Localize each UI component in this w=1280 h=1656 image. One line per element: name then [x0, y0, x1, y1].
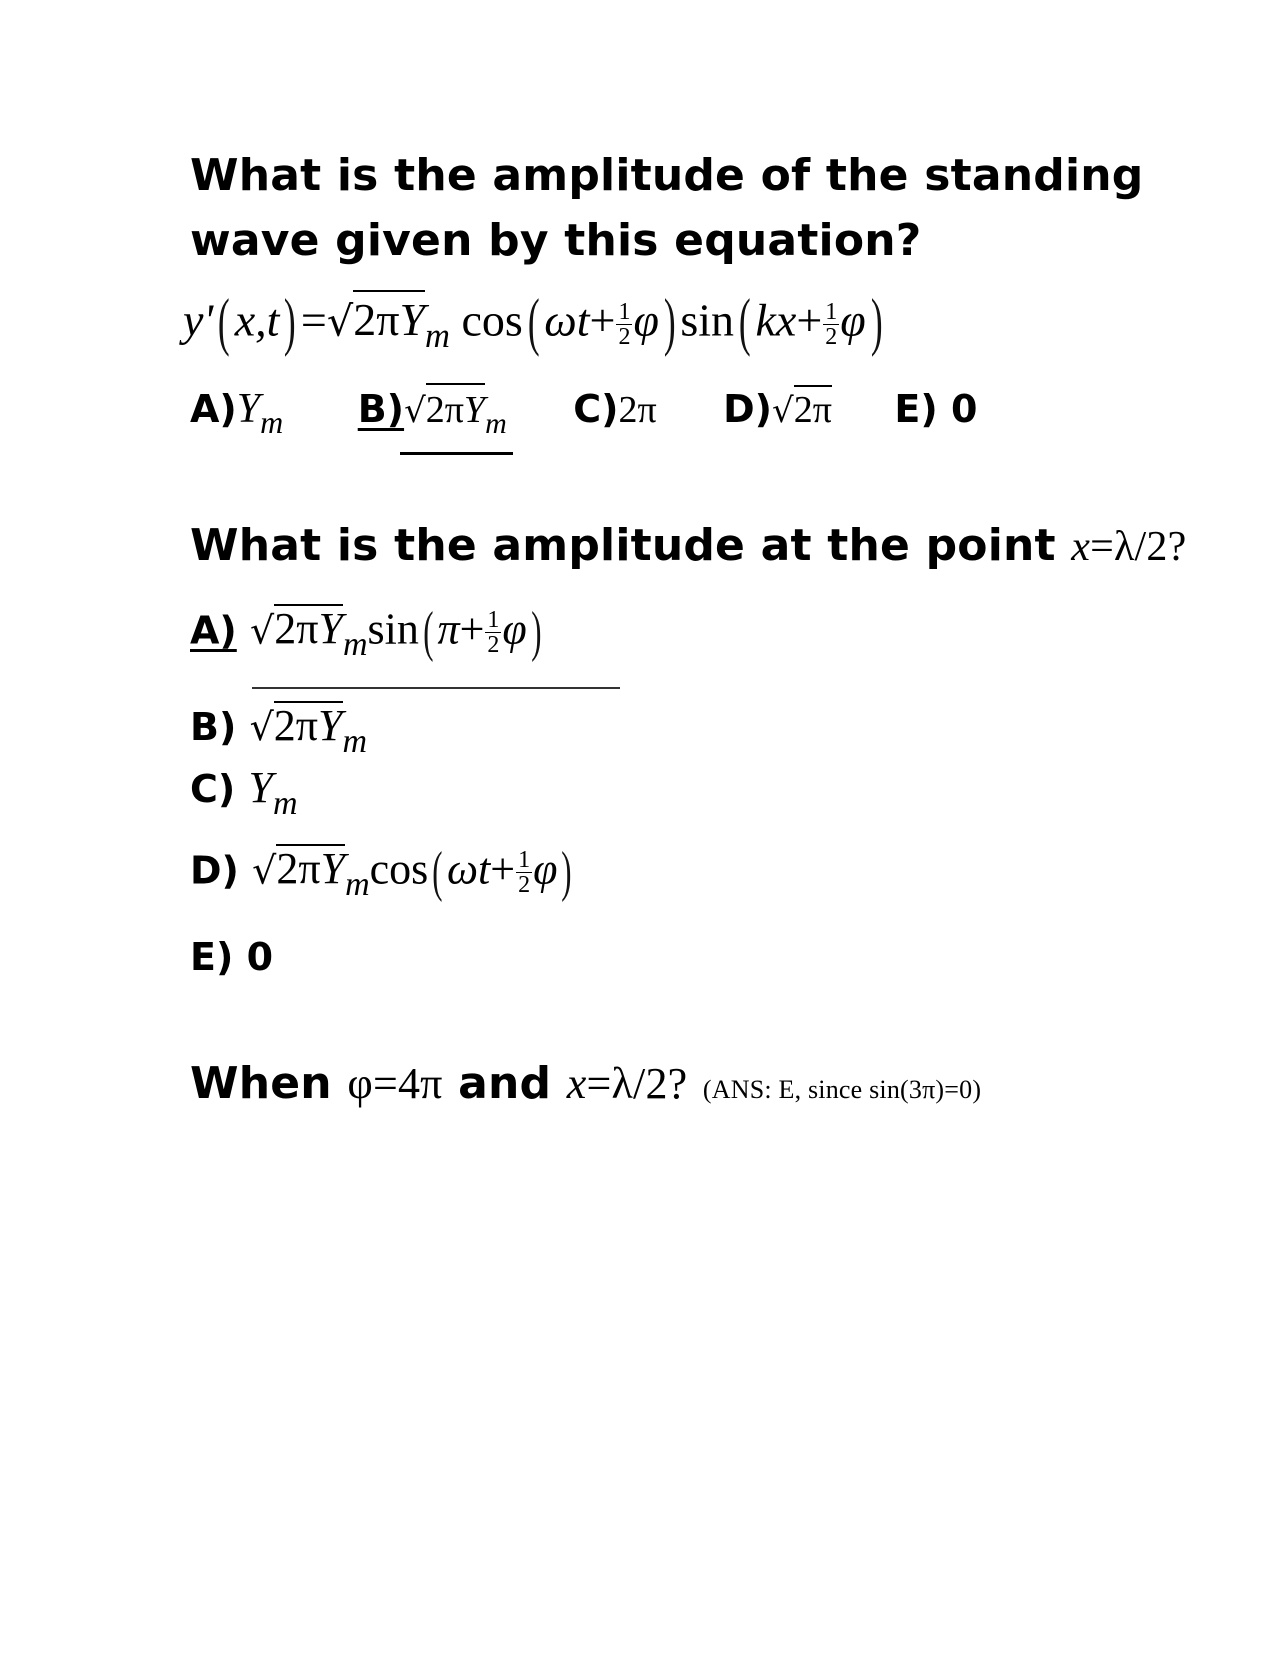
question-2-prompt: What is the amplitude at the point x=λ/2? [190, 520, 1187, 571]
question-2-option-b[interactable]: B) √2πYm [190, 701, 368, 760]
option-d[interactable]: D)√2π [723, 387, 832, 431]
question-1-options [190, 385, 978, 441]
question-1-line-1: What is the amplitude of the standing [190, 150, 1144, 201]
correct-answer-underline [400, 452, 513, 455]
question-1-line-2: wave given by this equation? [190, 215, 922, 266]
option-b-correct[interactable]: $B)√2\pi Y_m$ [358, 387, 507, 431]
option-e[interactable]: E) 0 [894, 387, 978, 431]
option-c[interactable]: C)2π [573, 387, 657, 431]
option-a-overline-rule [252, 687, 620, 689]
option-a[interactable]: $A)Y_m$ [190, 386, 284, 441]
question-3-prompt: When φ=4π and x=λ/2? (ANS: E, since sin(3π)=0) [190, 1058, 982, 1109]
question-2-option-e[interactable]: E) 0 [190, 935, 274, 979]
question-2-option-c[interactable]: C) Ym [190, 763, 298, 822]
standing-wave-equation: y'( $x,t) =√2\pi Y_m$ cos( ωt+ $\frac{1}{2}$ φ) sin( kx+ $\frac{1}{2}$ φ) [183, 286, 883, 357]
answer-note: (ANS: E, since sin(3π)=0) [702, 1075, 982, 1104]
question-2-option-a[interactable]: A) √2πYmsin(π+ $\frac{1}{2}$ φ) [190, 601, 542, 664]
question-2-option-d[interactable]: D) √2πYmcos(ωt+ $\frac{1}{2}$ φ) [190, 841, 572, 904]
